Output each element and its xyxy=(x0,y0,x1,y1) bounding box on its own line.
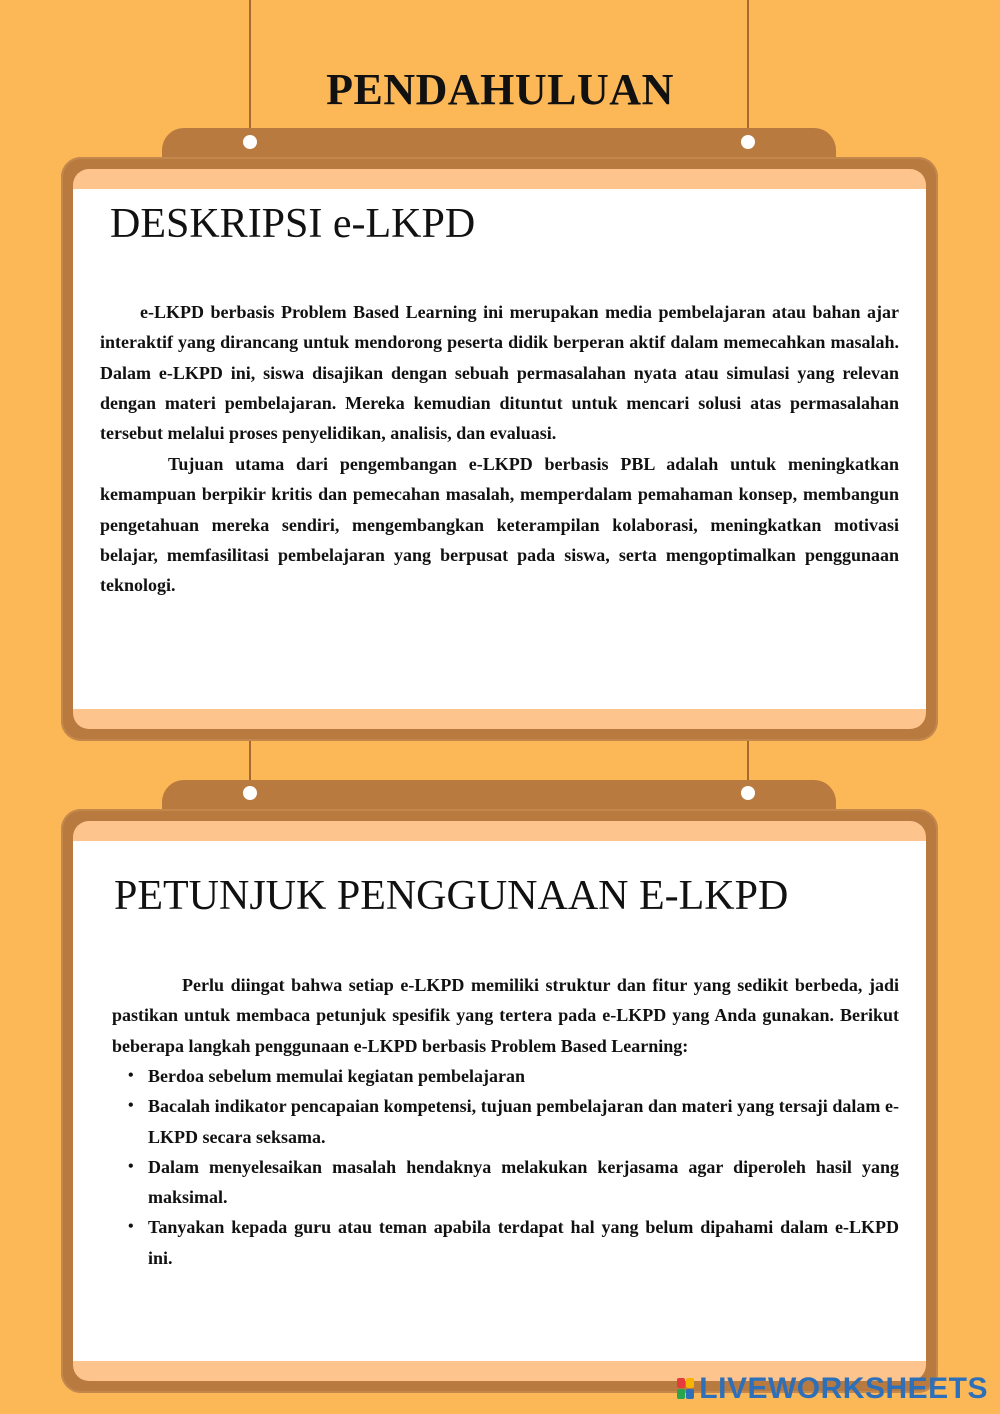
liveworksheets-logo-icon xyxy=(677,1378,695,1400)
pin-icon xyxy=(741,135,755,149)
list-item: • Bacalah indikator pencapaian kompetensi, tujuan pembelajaran dan materi yang tersaji dalam e-LKPD secara seksama. xyxy=(148,1091,899,1152)
description-paragraph-1: e-LKPD berbasis Problem Based Learning ini merupakan media pembelajaran atau bahan ajar interaktif yang dirancang untuk mendorong peserta didik berperan aktif dalam memecahkan masalah. Dalam e-LKPD ini, siswa disajikan dengan sebuah permasalahan nyata atau simulasi yang relevan dengan materi pembelajaran. Mereka kemudian dituntut untuk mencari solusi atas permasalahan tersebut melalui proses penyelidikan, analisis, dan evaluasi. xyxy=(100,302,899,444)
pin-icon xyxy=(243,786,257,800)
instructions-heading: PETUNJUK PENGGUNAAN E-LKPD xyxy=(114,873,789,919)
description-paragraph-2: Tujuan utama dari pengembangan e-LKPD berbasis PBL adalah untuk meningkatkan kemampuan berpikir kritis dan pemecahan masalah, memperdalam pemahaman konsep, membangun pengetahuan mereka sendiri, mengembangkan keterampilan kolaborasi, meningkatkan motivasi belajar, memfasilitasi pembelajaran yang berpusat pada siswa, serta mengoptimalkan penggunaan teknologi. xyxy=(100,454,899,596)
pin-icon xyxy=(741,786,755,800)
list-item: • Tanyakan kepada guru atau teman apabila terdapat hal yang belum dipahami dalam e-LKPD ini. xyxy=(148,1212,899,1273)
brand-name: LIVEWORKSHEETS xyxy=(699,1372,988,1405)
list-item: • Dalam menyelesaikan masalah hendaknya melakukan kerjasama agar diperoleh hasil yang maksimal. xyxy=(148,1152,899,1213)
brand-badge[interactable] xyxy=(677,1372,988,1406)
description-heading: DESKRIPSI e-LKPD xyxy=(110,201,476,247)
instructions-intro: Perlu diingat bahwa setiap e-LKPD memiliki struktur dan fitur yang sedikit berbeda, jadi pastikan untuk membaca petunjuk spesifik yang tertera pada e-LKPD yang Anda gunakan. Berikut beberapa langkah penggunaan e-LKPD berbasis Problem Based Learning: xyxy=(112,975,899,1056)
instructions-step-list xyxy=(112,1061,899,1273)
page-title: PENDAHULUAN xyxy=(326,65,674,114)
pin-icon xyxy=(243,135,257,149)
list-item: • Berdoa sebelum memulai kegiatan pembelajaran xyxy=(148,1061,899,1091)
